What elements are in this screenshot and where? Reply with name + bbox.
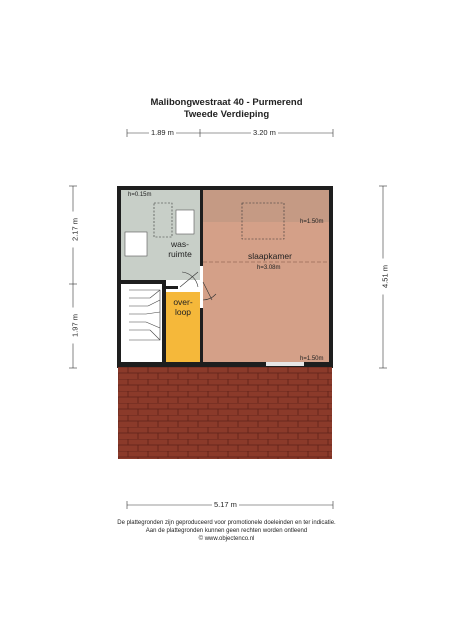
- floor-title: Tweede Verdieping: [183, 109, 270, 120]
- dim-right: 4.51 m: [381, 259, 390, 295]
- washbasin: [176, 210, 194, 234]
- room-label-slaapkamer: slaapkamer: [248, 251, 292, 261]
- height-slaapkamer-floor: h=1.50m: [300, 356, 324, 362]
- room-label-overloop-line2: loop: [174, 306, 192, 317]
- room-label-wasruimte-line2: ruimte: [168, 248, 192, 259]
- address-title: Malibongwestraat 40 - Purmerend: [150, 97, 303, 108]
- dim-left-lower: 1.97 m: [71, 308, 80, 344]
- room-label-wasruimte-line1: was-: [171, 239, 189, 249]
- height-slaapkamer-room: h=3.08m: [257, 265, 281, 271]
- height-slaapkamer-ceiling: h=1.50m: [300, 219, 324, 225]
- disclaimer-line2: Aan de plattegronden kunnen geen rechten worden ontleend: [145, 528, 308, 535]
- room-label-overloop-line1: over-: [173, 297, 193, 307]
- stair-floor: [121, 284, 166, 362]
- height-wasruimte: h=0.15m: [128, 192, 152, 198]
- dim-left-upper: 2.17 m: [71, 212, 80, 248]
- washing-machine-spot: [125, 232, 147, 256]
- disclaimer-line1: De plattegronden zijn geproduceerd voor promotionele doeleinden en ter indicatie.: [117, 520, 336, 526]
- slaapkamer-sloped-zone: [203, 190, 329, 222]
- dim-top-left: 1.89 m: [151, 128, 174, 137]
- window-sill: [266, 362, 304, 366]
- room-label-wasruimte: [160, 240, 200, 260]
- disclaimer-footer: [0, 519, 453, 543]
- roof-tiles: [118, 367, 332, 459]
- dim-top-right: 3.20 m: [253, 128, 276, 137]
- disclaimer-line3: © www.objectenco.nl: [198, 536, 255, 543]
- dim-bottom: 5.17 m: [214, 500, 237, 509]
- room-label-overloop: [166, 298, 200, 318]
